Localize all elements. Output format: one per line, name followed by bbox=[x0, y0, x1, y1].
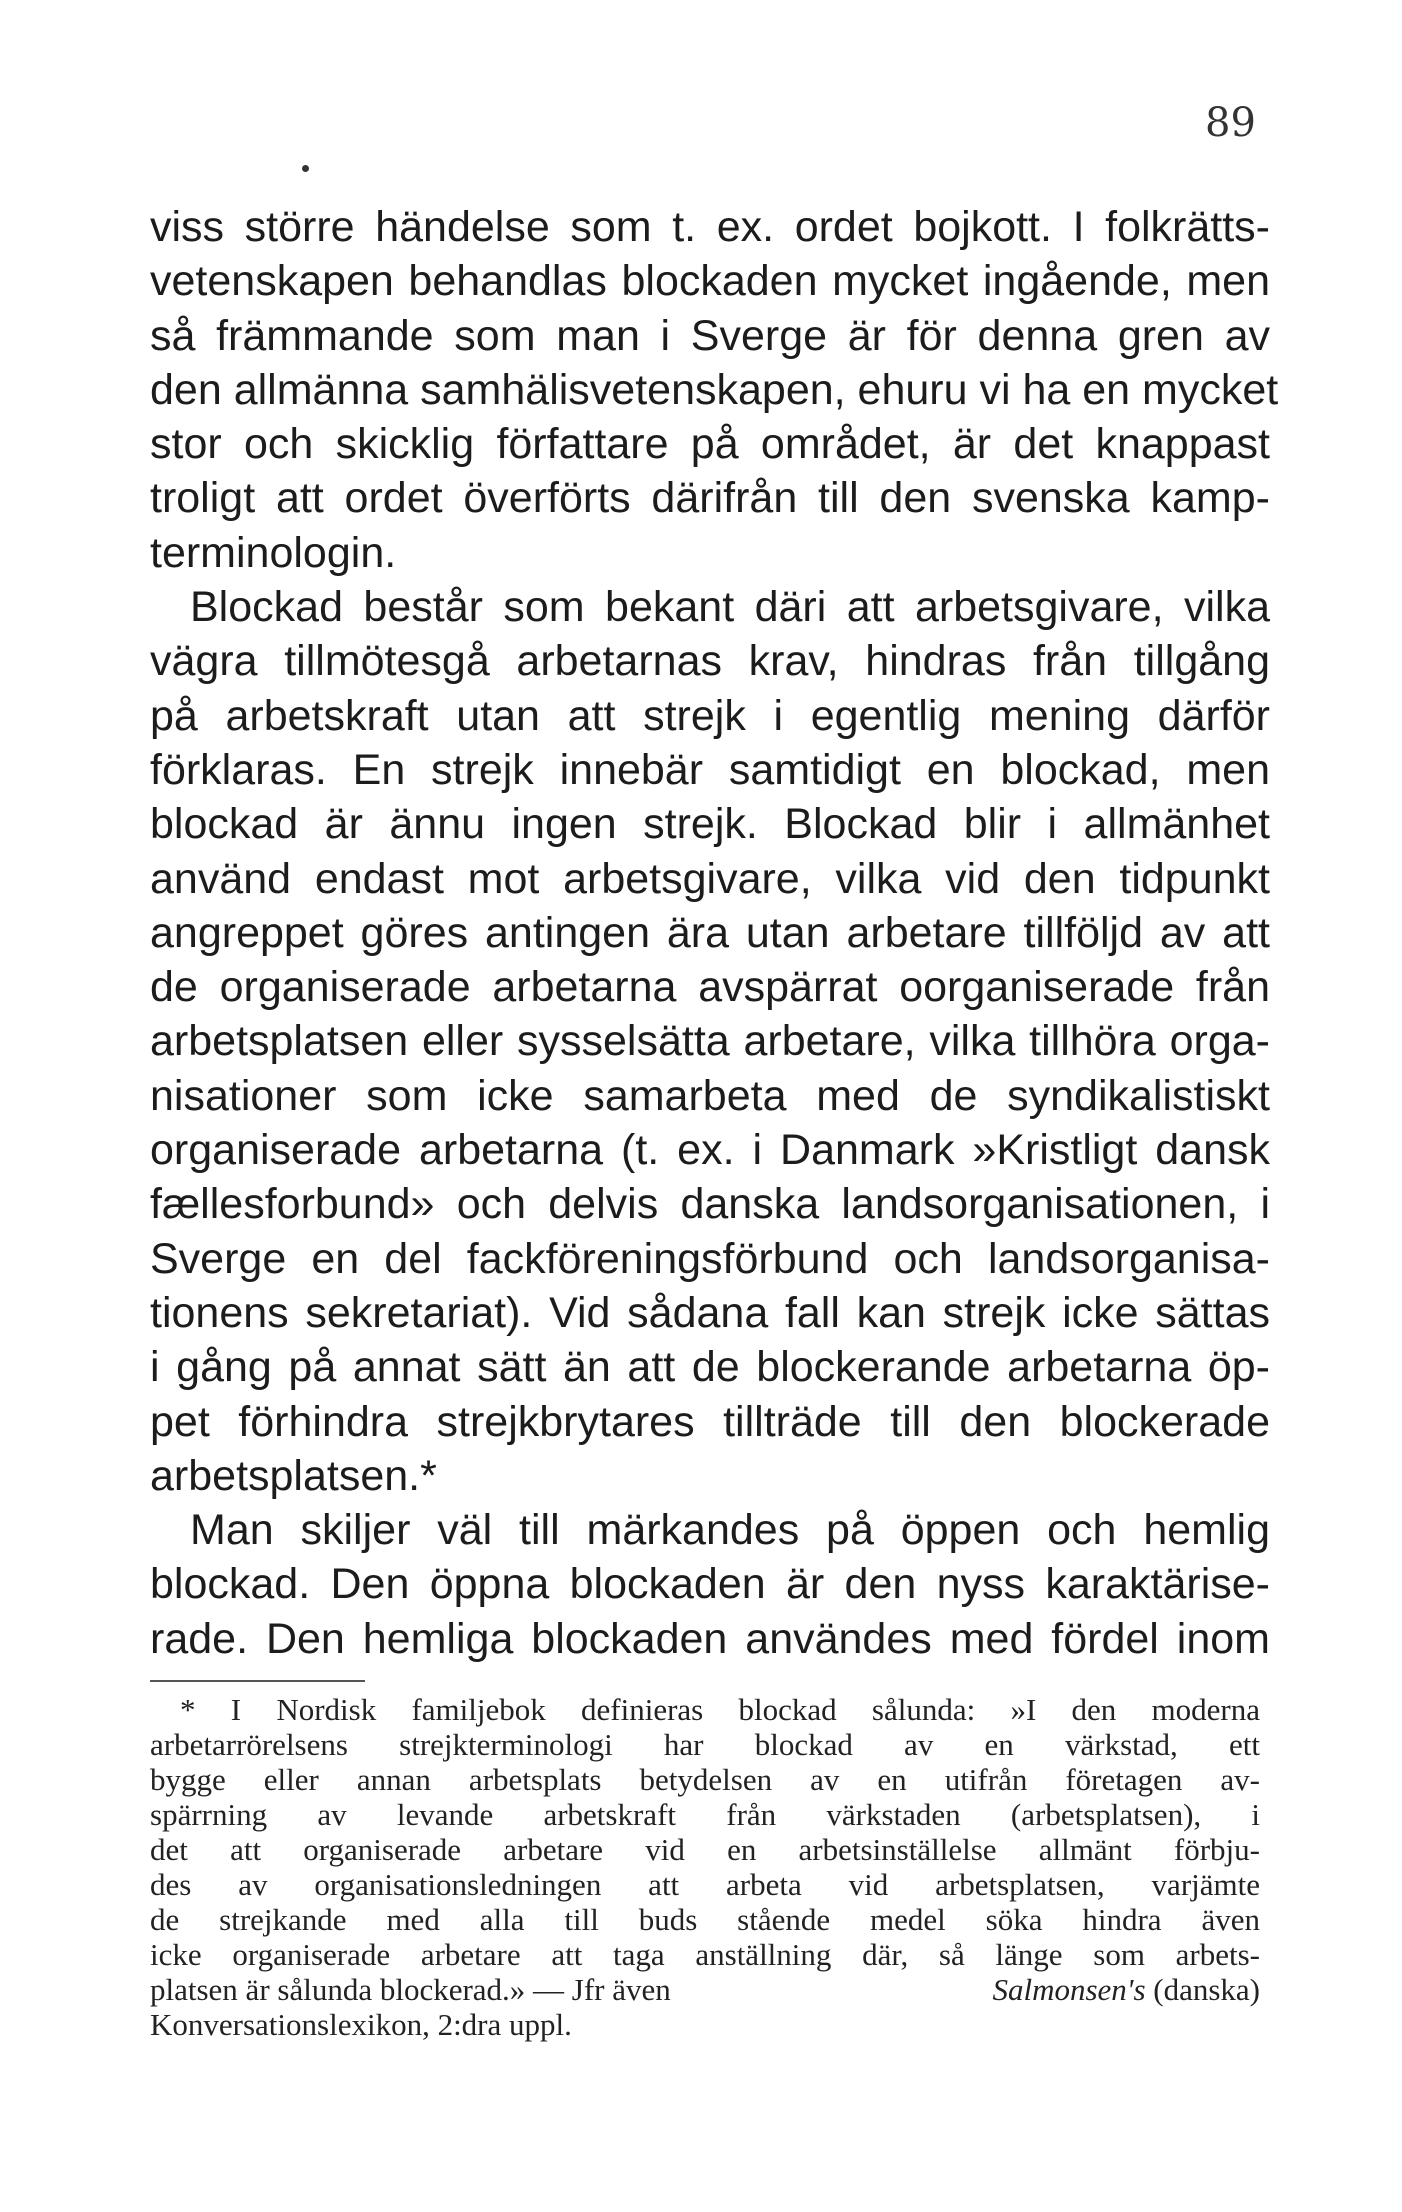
footnote-line: det att organiserade arbetare vid en arbetsinställelse allmänt förbju- bbox=[150, 1832, 1260, 1867]
body-line: viss större händelse som t. ex. ordet bojkott. I folkrätts- bbox=[150, 203, 1270, 251]
footnote-line: * I Nordisk familjebok definieras blockad sålunda: »I den moderna bbox=[180, 1692, 1260, 1727]
body-line: arbetsplatsen eller sysselsätta arbetare, vilka tillhöra orga- bbox=[150, 1017, 1270, 1066]
body-line: Sverge en del fackföreningsförbund och landsorganisa- bbox=[150, 1234, 1270, 1283]
body-line: rade. Den hemliga blockaden användes med fördel inom bbox=[150, 1614, 1270, 1663]
body-line: vägra tillmötesgå arbetarnas krav, hindras från tillgång bbox=[150, 637, 1270, 686]
footnote-line: de strejkande med alla till buds stående medel söka hindra även bbox=[150, 1902, 1260, 1937]
body-line: tionens sekretariat). Vid sådana fall kan strejk icke sättas bbox=[150, 1288, 1270, 1337]
footnote-reference-tail: (danska) bbox=[1153, 1972, 1260, 2007]
body-line: angreppet göres antingen ära utan arbetare tillföljd av att bbox=[150, 908, 1270, 957]
footnote-reference bbox=[992, 1972, 1260, 2007]
footnote-line-text: platsen är sålunda blockerad.» — Jfr även bbox=[150, 1972, 671, 2007]
body-line: arbetsplatsen.* bbox=[150, 1451, 437, 1500]
footnote-line: Konversationslexikon, 2:dra uppl. bbox=[150, 2007, 572, 2042]
body-line: de organiserade arbetarna avspärrat oorganiserade från bbox=[150, 963, 1270, 1012]
body-line: använd endast mot arbetsgivare, vilka vid den tidpunkt bbox=[150, 854, 1270, 903]
footnote-line: bygge eller annan arbetsplats betydelsen av en utifrån företagen av- bbox=[150, 1762, 1260, 1797]
body-line: på arbetskraft utan att strejk i egentlig mening därför bbox=[150, 691, 1270, 740]
print-speck bbox=[302, 165, 309, 172]
footnote-divider bbox=[150, 1680, 365, 1682]
body-line: Blockad består som bekant däri att arbetsgivare, vilka bbox=[190, 583, 1270, 632]
body-line: troligt att ordet överförts därifrån till den svenska kamp- bbox=[150, 474, 1270, 523]
footnote-line: spärrning av levande arbetskraft från värkstaden (arbetsplatsen), i bbox=[150, 1797, 1260, 1832]
footnote-line bbox=[150, 1972, 1260, 2007]
footnote-line: arbetarrörelsens strejkterminologi har blockad av en värkstad, ett bbox=[150, 1727, 1260, 1762]
body-line: förklaras. En strejk innebär samtidigt en blockad, men bbox=[150, 745, 1270, 794]
body-line: så främmande som man i Sverge är för denna gren av bbox=[150, 311, 1270, 360]
body-line: Man skiljer väl till märkandes på öppen och hemlig bbox=[190, 1506, 1270, 1555]
body-line: pet förhindra strejkbrytares tillträde till den blockerade bbox=[150, 1397, 1270, 1446]
footnote-line: des av organisationsledningen att arbeta vid arbetsplatsen, varjämte bbox=[150, 1867, 1260, 1902]
body-line: organiserade arbetarna (t. ex. i Danmark »Kristligt dansk bbox=[150, 1126, 1270, 1175]
body-line: blockad. Den öppna blockaden är den nyss karaktärise- bbox=[150, 1560, 1270, 1609]
footnote-line: icke organiserade arbetare att taga anställning där, så länge som arbets- bbox=[150, 1937, 1260, 1972]
page-number: 89 bbox=[1205, 100, 1256, 146]
body-line: vetenskapen behandlas blockaden mycket ingående, men bbox=[150, 257, 1270, 306]
body-line: terminologin. bbox=[150, 528, 397, 577]
body-line: den allmänna samhälisvetenskapen, ehuru vi ha en mycket bbox=[150, 365, 1279, 414]
body-line: nisationer som icke samarbeta med de syndikalistiskt bbox=[150, 1071, 1270, 1120]
footnote bbox=[150, 1692, 1260, 2042]
body-line: i gång på annat sätt än att de blockerande arbetarna öp- bbox=[150, 1343, 1270, 1392]
body-line: blockad är ännu ingen strejk. Blockad blir i allmänhet bbox=[150, 800, 1270, 849]
body-line: fællesforbund» och delvis danska landsorganisationen, i bbox=[150, 1180, 1270, 1229]
footnote-italic-title: Salmonsen's bbox=[992, 1972, 1146, 2007]
body-text bbox=[150, 200, 1279, 1666]
body-line: stor och skicklig författare på området, är det knappast bbox=[150, 420, 1270, 469]
